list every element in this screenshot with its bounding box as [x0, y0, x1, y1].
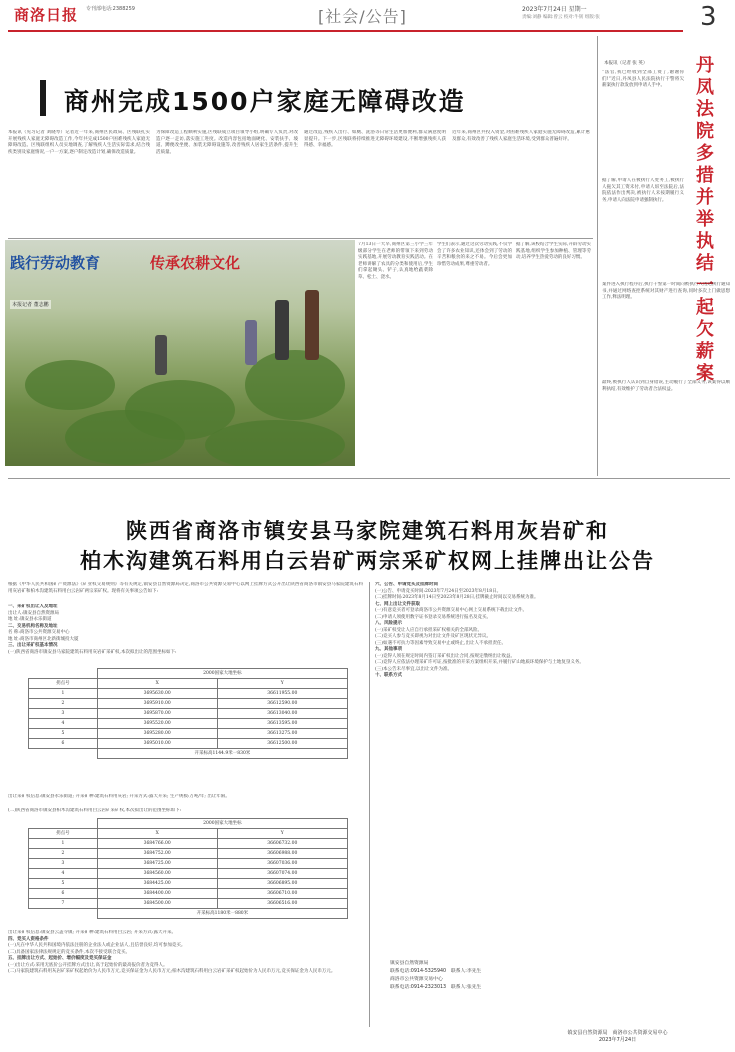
table-cell: 2 — [29, 848, 98, 858]
notice-line: (一)竞得人须在规定时间内签订采矿权出让合同,按规定缴纳出让收益。 — [375, 653, 515, 659]
table-row — [29, 718, 348, 728]
side-column-2: 据了解,申请人在被执行人处务工,被执行人拖欠其工资未付,申请人诉至法院后,法院依法作出判决,被执行人未按期履行义务,申请人向法院申请强制执行。 — [602, 178, 684, 203]
table-header: X — [97, 678, 217, 688]
table-cell: 36613275.00 — [217, 728, 347, 738]
table-header: 拐点号 — [29, 828, 98, 838]
notice-line: 地 址:镇安县永乐街道 — [8, 617, 52, 622]
notice-line: (一)采矿权受让人应自行承担采矿权相关的全部风险。 — [375, 627, 483, 633]
table-cell: 36606895.00 — [217, 878, 347, 888]
notice-line: (一)凡在中华人民共和国境内依法注册的企业法人或企业法人,且信誉良好,均可参加竞买。 — [8, 943, 186, 948]
table-cell: 6 — [29, 888, 98, 898]
table-header: Y — [217, 678, 347, 688]
table-cell: 3 — [29, 858, 98, 868]
notice-line: 六、公告、申请竞买及挂牌时间 — [375, 582, 438, 587]
table-row — [29, 878, 348, 888]
table-row — [29, 698, 348, 708]
side-divider — [597, 36, 598, 476]
notice-line: 五、挂牌出让方式、起始价、增价幅度及竞买保证金 — [8, 956, 112, 961]
notice-top-rule — [8, 478, 730, 479]
header-meta: 专刊部电话:2388259 — [86, 6, 135, 12]
contact-org-2: 商洛市公共资源交易中心 — [390, 977, 443, 982]
notice-line: 三、出让采矿权基本情况 — [8, 643, 58, 648]
lead-column-2: 为保障改造工程顺利实施,区残联成立项目领导小组,明确专人负责,对改造户逐一走访,落实施工进度。改造内容包括地面硬化、安装扶手、坡道、蹲便改坐便、加装无障碍设施等,改善残疾人居家生活条件,提升生活质量。 — [156, 130, 298, 155]
notice-line: (二)具备国家法律法规规定的竞买条件,本次不接受联合竞买。 — [8, 949, 130, 955]
table-header: X — [97, 828, 217, 838]
coordinates-table-1 — [28, 668, 348, 759]
table-cell: 36613040.00 — [217, 708, 347, 718]
editor-credits: 责编:刘静 编辑:曾云 校对:牛韧 组版:张 — [522, 15, 600, 20]
notice-line: (二)申请人须使用数字证书登录交易系统进行报名及竞买。 — [375, 614, 492, 620]
table-cell: 3684752.00 — [97, 848, 217, 858]
table-cell: 1 — [29, 688, 98, 698]
coordinates-table-2 — [28, 818, 348, 919]
notice-line: 地 址:商洛市商州区北新街城投大厦 — [8, 636, 79, 642]
table-caption: 2000国家大地坐标 — [97, 819, 347, 829]
notice-line: (一)出让方式:采用无底价公开挂牌方式出让,高于起始价的最高报价者为竞得人。 — [8, 962, 168, 968]
side-column-4: 最终,被执行人认识到自身错误,主动履行了全部义务,该案得以顺利执结,有效维护了劳动者合法权益。 — [602, 380, 730, 392]
side-byline: 本报讯（记者 张 英） — [604, 61, 648, 66]
photo-story-column-2: 学生们表示,通过这次劳动实践,不仅学会了许多农业知识,还体会到了劳动的辛苦和粮食的来之不易。今后会更加珍惜劳动成果,尊重劳动者。 — [437, 242, 512, 267]
table-cell: 36606732.00 — [217, 838, 347, 848]
notice-line: (二)竞买人参与竞买即视为对出让文件及矿区现状无异议。 — [375, 634, 492, 639]
table-row — [29, 708, 348, 718]
table-cell: 3684400.00 — [97, 888, 217, 898]
table-row — [29, 728, 348, 738]
table-cell: 36606710.00 — [217, 888, 347, 898]
side-column-1: “法官,我已经收到全部工资了,谢谢你们!”近日,丹凤县人民法院执行干警将欠薪案执行款发放到申请人手中。 — [602, 70, 684, 88]
table-cell: 4 — [29, 718, 98, 728]
table-row — [29, 838, 348, 848]
lead-headline: 商州完成1500户家庭无障碍改造 — [64, 87, 466, 116]
table-row — [29, 858, 348, 868]
date-text: 2023年7月24日 星期一 — [522, 6, 587, 13]
notice-line: 七、网上出让文件获取 — [375, 601, 420, 607]
table2-intro: (二)陕西省商洛市镇安县柏木沟建筑石料用白云岩矿采矿权,本次拟出让的范围坐标如下: — [8, 808, 181, 813]
table-cell: 36607036.00 — [217, 858, 347, 868]
table-cell: 36613595.00 — [217, 718, 347, 728]
table-cell: 3695630.00 — [97, 688, 217, 698]
table-cell: 36606516.00 — [217, 898, 347, 908]
table-cell: 3684425.00 — [97, 878, 217, 888]
notice-signature — [500, 1030, 735, 1044]
table-row — [29, 898, 348, 908]
notice-line: 出让人:镇安县自然资源局 — [8, 610, 60, 616]
header-rule — [8, 30, 683, 32]
table-cell: 36606988.00 — [217, 848, 347, 858]
table-cell: 3695520.00 — [97, 718, 217, 728]
signature-date: 2023年7月24日 — [598, 1037, 637, 1043]
contact-line-2: 联系电话:0914-2323013 联系人:张先生 — [390, 985, 482, 990]
table-cell: 3 — [29, 708, 98, 718]
contact-org-1: 镇安县自然资源局 — [390, 961, 429, 966]
lead-column-1: 本报讯（见习记者 刘晓琴）记者近一年来,商州区民政局、区残联扎实开展残疾人家庭无障碍改造工作,今年共完成1500户困难残疾人家庭无障碍改造。区残联组织人员实地调查,了解残疾人生活实际需求,结合残疾类别及家庭情况,一户一方案,逐户制定改造计划,确保改造质量。 — [8, 130, 150, 155]
table-cell: 3695870.00 — [97, 708, 217, 718]
notice-line: (三)如遇不可抗力等因素导致交易中止或终止,出让人不承担责任。 — [375, 640, 506, 646]
side-headline: 丹凤法院多措并举执结一起欠薪案 — [696, 55, 714, 384]
notice-intro: 根据《中华人民共和国矿产资源法》《矿业权交易规则》等有关规定,镇安县自然资源局决定,商洛市公共资源交易中心以网上挂牌方式公开出让陕西省商洛市镇安县马家院建筑石料用灰岩矿和柏木沟建筑石料用白云岩矿两宗采矿权。现将有关事项公告如下: — [8, 582, 363, 594]
table-cell: 3695010.00 — [97, 738, 217, 748]
notice-line: (一)陕西省商洛市镇安县马家院建筑石料用灰岩矿采矿权,本次拟出让的范围坐标如下: — [8, 649, 177, 655]
notice-line: 八、风险提示 — [375, 621, 402, 626]
page-number: 3 — [700, 2, 717, 32]
notice-line: (三)本公告未尽事宜,以出让文件为准。 — [375, 666, 452, 672]
contact-line-1: 联系电话:0914-5325940 联系人:李先生 — [390, 969, 482, 974]
lead-column-3: 通过改造,残疾人出行、如厕、洗浴等日常生活更加便利,群众满意度明显提升。下一步,区残联将持续推进无障碍环境建设,不断增强残疾人获得感、幸福感。 — [304, 130, 446, 148]
divider — [8, 238, 593, 239]
notice-line: (一)公告、申请竞买时间:2023年7月24日至2023年8月18日。 — [375, 588, 502, 594]
notice-line: 一、采矿权出让人及地址 — [8, 604, 58, 609]
table-row — [29, 888, 348, 898]
notice-left-sections — [8, 604, 363, 664]
notice-line: 名 称:商洛市公共资源交易中心 — [8, 630, 70, 635]
notice-right-sections — [375, 582, 727, 952]
table-cell: 3684766.00 — [97, 838, 217, 848]
photo-banner-left: 践行劳动教育 — [10, 254, 101, 272]
table-cell: 36612500.00 — [217, 738, 347, 748]
photo-banner-right: 传承农耕文化 — [150, 254, 241, 272]
headline-accent-bar — [40, 80, 46, 116]
table-cell: 36607074.00 — [217, 868, 347, 878]
side-column-3: 案件进入执行程序后,执行干警第一时间向被执行人送达执行通知书,并通过网络查控系统对其财产进行查询,同时多次上门做思想工作,释法明理。 — [602, 282, 730, 300]
table-row — [29, 848, 348, 858]
notice-line: 二、交易机构名称及地址 — [8, 623, 58, 629]
table-cell: 3684500.00 — [97, 898, 217, 908]
notice-line: (二)马家院建筑石料用灰岩矿采矿权起始价为人民币万元,竞买保证金为人民币万元;柏木沟建筑石料用白云岩矿采矿权起始价为人民币万元,竞买保证金为人民币万元。 — [8, 969, 336, 974]
table-cell: 3695910.00 — [97, 698, 217, 708]
notice-column-divider — [369, 582, 370, 1027]
table-cell: 3684725.00 — [97, 858, 217, 868]
table-row — [29, 868, 348, 878]
notice-title — [0, 516, 735, 576]
table-footer: 开采标高1180米一880米 — [97, 908, 347, 918]
notice-line: (一)有意竞买者可登录商洛市公共资源交易中心网上交易系统下载出让文件。 — [375, 608, 528, 613]
notice-line: 九、其他事项 — [375, 647, 402, 652]
notice-line: (二)竞得人应依法办理采矿许可证,按批准的开采方案组织开采,并履行矿山地质环境保护与土地复垦义务。 — [375, 660, 584, 665]
signature-orgs: 镇安县自然资源局 商洛市公共资源交易中心 — [567, 1030, 668, 1036]
notice-mid-text: 出让采矿权信息:镇安县永乐街道; 开采矿种:建筑石料用灰岩; 开采方式:露天开采; 生产规模:万吨/年; 出让年限。 — [8, 794, 230, 799]
notice-left-after — [8, 930, 363, 1045]
table-cell: 6 — [29, 738, 98, 748]
table-cell: 2 — [29, 698, 98, 708]
table-header: Y — [217, 828, 347, 838]
table-header: 拐点号 — [29, 678, 98, 688]
photo-caption: 本报记者 董志鹏 — [12, 302, 49, 308]
notice-line: 十、联系方式 — [375, 673, 402, 678]
notice-title-line-1: 陕西省商洛市镇安县马家院建筑石料用灰岩矿和 — [126, 519, 609, 543]
contact-block — [390, 960, 690, 992]
lead-column-4: 近年来,商州区共投入资金,对困难残疾人家庭实施无障碍改造,累计惠及群众,有效改善了残疾人家庭生活环境,受到群众普遍好评。 — [452, 130, 590, 142]
notice-title-line-2: 柏木沟建筑石料用白云岩矿两宗采矿权网上挂牌出让公告 — [80, 549, 655, 573]
table-footer: 开采标高1144.9米一830米 — [97, 748, 347, 758]
table-cell: 7 — [29, 898, 98, 908]
photo-story-column-1: 7月13日一大早,商州区第三小学三年级部分学生在老师的带领下来到劳动实践基地,开展劳动教育实践活动。在老师讲解了农具的分类和使用后,学生们拿起锄头、铲子,认真地给蔬菜除草、松土、浇水。 — [358, 242, 433, 280]
newspaper-logo: 商洛日报 — [14, 6, 79, 24]
table-cell: 36611955.00 — [217, 688, 347, 698]
table-row — [29, 738, 348, 748]
table-caption: 2000国家大地坐标 — [97, 669, 347, 679]
labor-education-photo — [5, 240, 355, 466]
table-cell: 3684560.00 — [97, 868, 217, 878]
table-cell: 4 — [29, 868, 98, 878]
notice-line: 出让采矿权信息:镇安县云盖寺镇; 开采矿种:建筑石料用白云岩; 开采方式:露天开采。 — [8, 930, 176, 935]
table-cell: 1 — [29, 838, 98, 848]
notice-line: (二)挂牌时间:2023年8月14日至2023年8月28日,挂牌截止时间以交易系统为准。 — [375, 595, 539, 600]
table-cell: 3695280.00 — [97, 728, 217, 738]
section-title: [社会/公告] — [318, 7, 407, 26]
notice-line: 四、竞买人资格条件 — [8, 936, 49, 942]
table-cell: 36612590.00 — [217, 698, 347, 708]
header-date — [522, 6, 600, 22]
photo-story-column-3: 据了解,该校结合学生实际,开辟劳动实践基地,组织学生参加种植、管理等劳动,培养学生热爱劳动的良好习惯。 — [516, 242, 591, 260]
table-cell: 5 — [29, 878, 98, 888]
table-cell: 5 — [29, 728, 98, 738]
table-row — [29, 688, 348, 698]
